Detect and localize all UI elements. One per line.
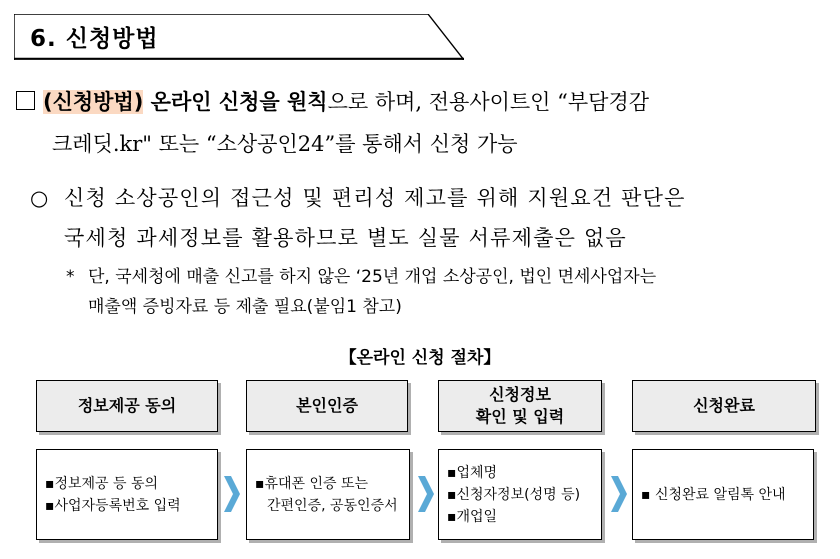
detail-item: ▪사업자등록번호 입력 [45,497,181,514]
step-consent-label: 정보제공 동의 [77,396,177,415]
method-paragraph [16,82,649,122]
detail-consent [36,449,218,540]
bullet-line2: 국세청 과세정보를 활용하므로 별도 실물 서류제출은 없음 [64,226,627,250]
step-identity [246,380,408,432]
step-complete-label: 신청완료 [693,396,755,415]
detail-item: ▪ 신청완료 알림톡 안내 [641,486,786,503]
step-info [438,380,602,432]
detail-item: ▪신청자정보(성명 등) [447,486,581,503]
step-complete [632,380,816,432]
bullet-marker: ○ [30,186,49,210]
step-consent [36,380,218,432]
detail-item: ▪업체명 [447,464,498,481]
section-title: 6. 신청방법 [30,26,159,52]
detail-item: 간편인증, 공동인증서 [267,497,398,514]
chevron-right-arrow-icon [418,476,434,512]
checkbox-marker [16,91,35,110]
footnote-line1: 단, 국세청에 매출 신고를 하지 않은 ‘25년 개업 소상공인, 법인 면세사업자는 [88,267,657,287]
step-info-label-line2: 확인 및 입력 [475,407,565,426]
detail-item: ▪휴대폰 인증 또는 [255,475,369,492]
detail-item: ▪정보제공 등 동의 [45,475,159,492]
footnote-line2: 매출액 증빙자료 등 제출 필요(붙임1 참고) [88,297,402,317]
footnote-marker: * [66,267,75,287]
detail-item: ▪개업일 [447,508,498,525]
method-bold: 온라인 신청을 원칙 [143,90,328,114]
chevron-right-arrow-icon [224,476,240,512]
method-line2: 크레딧.kr" 또는 “소상공인24”를 통해서 신청 가능 [52,132,518,156]
detail-info [438,449,602,540]
step-info-label-line1: 신청정보 [489,385,551,404]
bullet-line1: 신청 소상공인의 접근성 및 편리성 제고를 위해 지원요건 판단은 [64,186,686,210]
method-line1-rest: 으로 하며, 전용사이트인 “부담경감 [327,90,650,114]
process-title: 【온라인 신청 절차】 [339,348,501,368]
step-identity-label: 본인인증 [296,396,358,415]
method-highlight: (신청방법) [43,90,144,114]
detail-complete [632,449,814,540]
detail-identity [246,449,410,540]
chevron-right-arrow-icon [611,476,627,512]
